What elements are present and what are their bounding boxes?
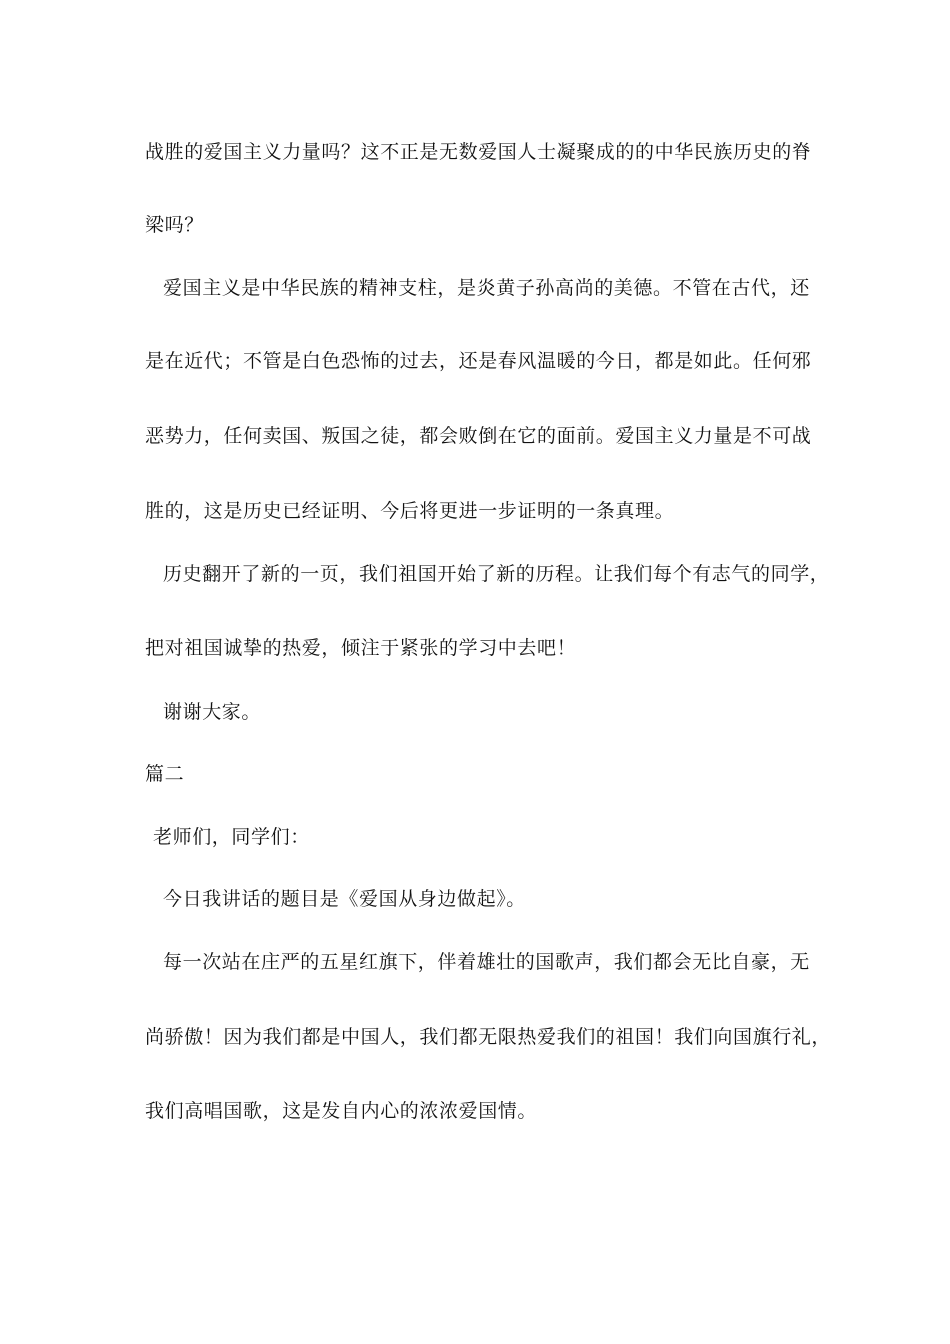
text-line: 我们高唱国歌，这是发自内心的浓浓爱国情。	[145, 1100, 538, 1122]
paragraph-line: 今日我讲话的题目是《爱国从身边做起》。	[163, 888, 526, 910]
paragraph-line: 谢谢大家。	[163, 701, 262, 723]
text-line: 恶势力，任何卖国、叛国之徒，都会败倒在它的面前。爱国主义力量是不可战	[145, 425, 812, 447]
text-line: 是在近代；不管是白色恐怖的过去，还是春风温暖的今日，都是如此。任何邪	[145, 350, 812, 372]
text-line: 梁吗？	[145, 214, 204, 236]
salutation: 老师们，同学们：	[153, 826, 310, 848]
text-line: 胜的，这是历史已经证明、今后将更进一步证明的一条真理。	[145, 500, 675, 522]
paragraph-start-line: 爱国主义是中华民族的精神支柱，是炎黄子孙高尚的美德。不管在古代，还	[163, 277, 810, 299]
paragraph-start-line: 每一次站在庄严的五星红旗下，伴着雄壮的国歌声，我们都会无比自豪，无	[163, 951, 810, 973]
text-line: 战胜的爱国主义力量吗？这不正是无数爱国人士凝聚成的的中华民族历史的脊	[145, 141, 812, 163]
text-line: 尚骄傲！因为我们都是中国人，我们都无限热爱我们的祖国！我们向国旗行礼，	[145, 1026, 832, 1048]
paragraph-start-line: 历史翻开了新的一页，我们祖国开始了新的历程。让我们每个有志气的同学，	[163, 563, 830, 585]
section-heading: 篇二	[145, 763, 185, 785]
text-line: 把对祖国诚挚的热爱，倾注于紧张的学习中去吧！	[145, 637, 577, 659]
